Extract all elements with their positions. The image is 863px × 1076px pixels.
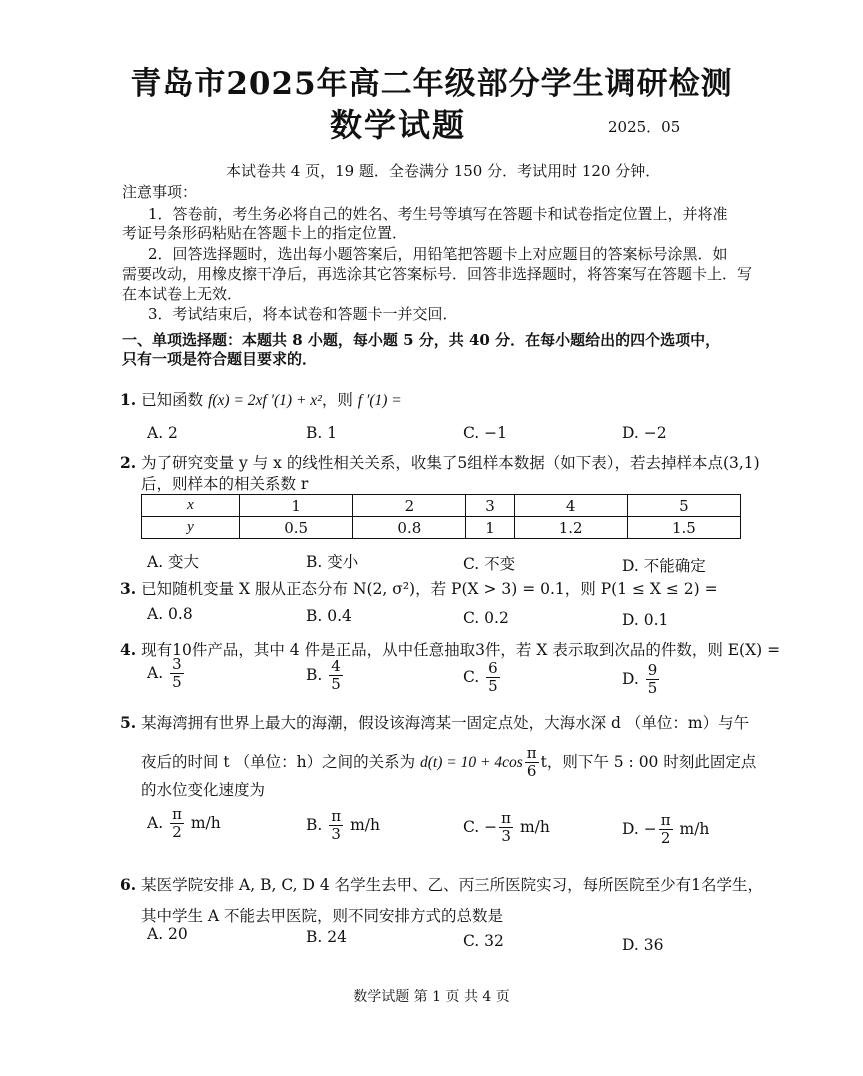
option-d xyxy=(622,662,661,698)
unit: m/h xyxy=(190,813,221,832)
question-number: 4. xyxy=(120,640,137,659)
section-heading-cont: 只有一项是符合题目要求的． xyxy=(122,350,318,368)
fraction xyxy=(486,660,500,696)
notice-item-2-cont: 需要改动，用橡皮擦干净后，再选涂其它答案标号．回答非选择题时，将答案写在答题卡上．写 xyxy=(122,265,753,283)
option-label: D. xyxy=(622,669,639,688)
denominator: 6 xyxy=(526,762,537,781)
numerator: 6 xyxy=(488,659,498,677)
question-text: t，则下午 5 : 00 时刻此固定点 xyxy=(540,752,757,771)
exam-title: 青岛市2025年高二年级部分学生调研检测 xyxy=(130,66,733,102)
question-text: 已知函数 xyxy=(141,391,204,409)
option-c: C. 不变 xyxy=(463,555,516,573)
denominator: 5 xyxy=(488,677,498,696)
option-a: A. 变大 xyxy=(147,553,200,571)
option-label: A. xyxy=(147,663,164,682)
table-cell: 4 xyxy=(514,495,627,517)
question-number: 1. xyxy=(120,390,137,409)
table-cell: 3 xyxy=(466,495,514,517)
option-label: C. xyxy=(463,667,480,686)
denominator: 2 xyxy=(172,823,182,842)
option-label: A. xyxy=(147,813,164,832)
table-cell: 0.8 xyxy=(353,517,466,539)
denominator: 5 xyxy=(172,673,182,692)
notice-item-1: 1．答卷前，考生务必将自己的姓名、考生号等填写在答题卡和试卷指定位置上，并将准 xyxy=(148,205,728,223)
option-b: B. 24 xyxy=(306,928,347,946)
fraction xyxy=(170,656,184,692)
option-c: C. 32 xyxy=(463,932,504,950)
question-number: 6. xyxy=(120,875,137,894)
sample-data-table xyxy=(141,494,741,539)
numerator: π xyxy=(501,809,512,827)
option-c xyxy=(463,660,502,696)
exam-date: 2025．05 xyxy=(608,118,681,136)
notice-item-3: 3．考试结束后，将本试卷和答题卡一并交回． xyxy=(148,305,458,323)
question-text: 某海湾拥有世界上最大的海潮，假设该海湾某一固定点处，大海水深 d （单位：m）与午 xyxy=(141,714,750,732)
question-text: 某医学院安排 A, B, C, D 4 名学生去甲、乙、丙三所医院实习，每所医院至少有1名学生， xyxy=(141,876,764,894)
question-1 xyxy=(120,388,402,410)
option-d: D. 36 xyxy=(622,936,664,954)
fraction xyxy=(525,745,539,781)
numerator: 3 xyxy=(172,655,182,673)
question-text: 为了研究变量 y 与 x 的线性相关关系，收集了5组样本数据（如下表），若去掉样本点(3,1) xyxy=(141,454,760,472)
question-text: 现有10件产品，其中 4 件是正品，从中任意抽取3件，若 X 表示取到次品的件数，则 E(X) = xyxy=(141,641,781,659)
option-c: C. −1 xyxy=(463,424,508,442)
question-2-cont: 后，则样本的相关系数 r xyxy=(141,475,309,493)
denominator: 2 xyxy=(660,829,671,848)
option-b: B. 变小 xyxy=(306,553,359,571)
fraction xyxy=(499,810,513,846)
notice-item-2: 2．回答选择题时，选出每小题答案后，用铅笔把答题卡上对应题目的答案标号涂黑．如 xyxy=(148,245,728,263)
option-label: C. − xyxy=(463,817,498,836)
question-number: 2. xyxy=(120,453,137,472)
question-text: 夜后的时间 t （单位：h）之间的关系为 xyxy=(141,752,416,771)
question-3 xyxy=(120,577,718,599)
table-cell: 1 xyxy=(466,517,514,539)
numerator: π xyxy=(172,805,182,823)
fraction xyxy=(329,658,343,694)
notice-item-1-cont: 考证号条形码粘贴在答题卡上的指定位置． xyxy=(122,224,408,242)
option-label: B. xyxy=(306,815,323,834)
table-cell: 1.2 xyxy=(514,517,627,539)
option-c xyxy=(463,810,550,846)
table-cell: 2 xyxy=(353,495,466,517)
option-c: C. 0.2 xyxy=(463,609,509,627)
question-number: 3. xyxy=(120,579,137,598)
table-cell: 5 xyxy=(627,495,740,517)
table-cell: y xyxy=(142,517,240,539)
numerator: 4 xyxy=(331,657,341,675)
option-d: D. −2 xyxy=(622,424,667,442)
option-b xyxy=(306,808,380,844)
page-footer: 数学试题 第 1 页 共 4 页 xyxy=(353,989,510,1005)
exam-summary: 本试卷共 4 页，19 题．全卷满分 150 分．考试用时 120 分钟． xyxy=(226,162,661,180)
table-cell: 0.5 xyxy=(240,517,353,539)
question-text: ，则 xyxy=(321,391,353,409)
option-label: B. xyxy=(306,665,323,684)
question-6-cont: 其中学生 A 不能去甲医院，则不同安排方式的总数是 xyxy=(141,907,504,925)
numerator: 9 xyxy=(647,661,658,679)
question-4 xyxy=(120,638,780,660)
fraction xyxy=(329,808,343,844)
table-cell: 1 xyxy=(240,495,353,517)
numerator: π xyxy=(526,744,537,762)
option-b: B. 1 xyxy=(306,424,338,442)
option-a: A. 20 xyxy=(147,925,188,943)
fraction xyxy=(659,812,673,848)
table-row-x xyxy=(142,495,741,517)
option-a: A. 2 xyxy=(147,424,178,442)
table-cell: x xyxy=(142,495,240,517)
question-formula: f(x) = 2xf ′(1) + x² xyxy=(208,392,322,409)
denominator: 3 xyxy=(331,825,341,844)
question-formula: f ′(1) = xyxy=(357,392,402,409)
table-cell: 1.5 xyxy=(627,517,740,539)
option-d: D. 不能确定 xyxy=(622,557,706,575)
unit: m/h xyxy=(519,817,550,836)
question-5-cont xyxy=(141,745,756,781)
notice-item-2-cont2: 在本试卷上无效． xyxy=(122,285,243,303)
section-heading: 一、单项选择题：本题共 8 小题，每小题 5 分，共 40 分．在每小题给出的四个选项中， xyxy=(122,331,721,349)
option-a: A. 0.8 xyxy=(147,605,193,623)
question-5 xyxy=(120,711,749,733)
question-2 xyxy=(120,451,760,473)
exam-subtitle: 数学试题 xyxy=(330,106,467,144)
question-5-cont2: 的水位变化速度为 xyxy=(141,781,266,799)
option-a xyxy=(147,656,186,692)
option-b: B. 0.4 xyxy=(306,607,352,625)
question-6 xyxy=(120,873,763,895)
denominator: 5 xyxy=(647,679,658,698)
unit: m/h xyxy=(679,819,710,838)
denominator: 3 xyxy=(501,827,511,846)
unit: m/h xyxy=(350,815,380,834)
option-label: D. − xyxy=(622,819,657,838)
question-number: 5. xyxy=(120,713,137,732)
option-d: D. 0.1 xyxy=(622,611,669,629)
option-d xyxy=(622,812,709,848)
fraction xyxy=(646,662,660,698)
fraction xyxy=(170,806,184,842)
table-row-y xyxy=(142,517,741,539)
numerator: π xyxy=(660,811,671,829)
question-text: 已知随机变量 X 服从正态分布 N(2, σ²)，若 P(X > 3) = 0.1，则 P(1 ≤ X ≤ 2) = xyxy=(141,580,718,598)
question-formula: d(t) = 10 + 4cos xyxy=(420,753,523,771)
numerator: π xyxy=(331,807,342,825)
option-a xyxy=(147,806,221,842)
denominator: 5 xyxy=(331,675,341,694)
notice-title: 注意事项： xyxy=(122,183,198,201)
option-b xyxy=(306,658,345,694)
